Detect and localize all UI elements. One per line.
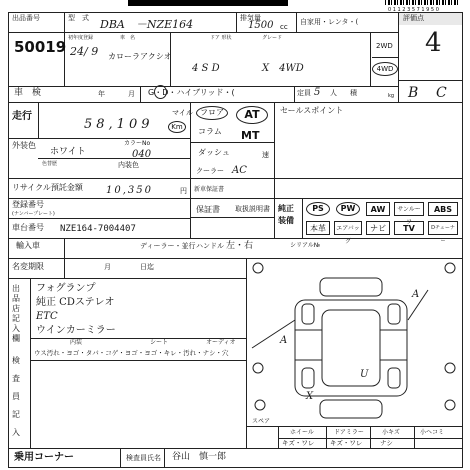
int-color-label: 内装色 xyxy=(118,161,139,169)
mirror-value: キズ・ワレ xyxy=(330,439,363,447)
ext-color-label: 外装色 xyxy=(12,141,36,150)
name-change-month: 月 xyxy=(104,263,111,271)
mileage-value: 58,109 xyxy=(84,117,154,132)
interior-note: ウス汚れ・ヨゴ・タバ・コゲ・ヨゴ・ヨゴ・キレ・汚れ・ナシ・穴 xyxy=(34,349,229,357)
kg-unit: kg xyxy=(388,93,395,99)
inspection-year: 年 xyxy=(98,90,105,98)
inspection-label: 車 検 xyxy=(14,88,42,98)
door-mirror-header: ドアミラー xyxy=(334,429,364,436)
footer-corner-label: 乗用コーナー xyxy=(14,452,74,463)
model-code: DBA －NZE164 xyxy=(100,18,194,31)
door-label: ドア 形状 xyxy=(210,35,232,41)
car-name: カローラアクシオ xyxy=(108,52,172,61)
cc-unit: cc xyxy=(280,23,288,31)
grade-value: X 4WD xyxy=(262,63,304,74)
barcode xyxy=(385,0,460,5)
inspection-month: 月 xyxy=(128,90,135,98)
manual-label: 取扱説明書 xyxy=(235,205,270,213)
small-dent-header: 小ヘコミ xyxy=(420,429,445,436)
drive-2wd: 2WD xyxy=(376,42,393,50)
seat-label: 定員 xyxy=(297,89,311,97)
interior-header: 内装 xyxy=(70,339,83,346)
damage-mark-a2: A xyxy=(412,289,420,300)
spare-label: スペア xyxy=(252,418,271,425)
seats-value: 5 xyxy=(314,87,321,98)
aircon-label: クーラー xyxy=(196,167,224,175)
color-no-value: 040 xyxy=(132,149,152,160)
transmission-at-circled: AT xyxy=(236,106,268,124)
sales-point-label: セールスポイント xyxy=(280,106,344,115)
name-change-day: 日迄 xyxy=(140,263,154,271)
damage-mark-u: U xyxy=(360,369,369,380)
exterior-score: C xyxy=(436,85,447,101)
seat-header: シート xyxy=(150,339,169,346)
equip-navi: ナビ xyxy=(366,221,390,235)
lot-number: 50019 xyxy=(14,38,67,56)
km-unit-circled: Km xyxy=(168,121,186,133)
reg-number-sub: (ナンバープレート) xyxy=(12,211,55,217)
recycle-value: 10,350 xyxy=(106,185,153,196)
fuel-options: G・D・ハイブリッド・( xyxy=(148,88,235,97)
ext-color-value: ホワイト xyxy=(50,147,86,157)
door-value: 4 S D xyxy=(192,63,220,74)
transmission-mt: MT xyxy=(241,129,260,142)
equip-aw: AW xyxy=(366,202,390,216)
mile-unit: マイル xyxy=(172,109,193,117)
drive-4wd-circled: 4WD xyxy=(372,62,398,76)
seat-unit: 人 xyxy=(330,89,337,97)
first-reg-value: 24/ 9 xyxy=(70,45,99,58)
wheel-value: キズ・ワレ xyxy=(282,439,315,447)
seller-notes-side-label: 出品店記入欄 xyxy=(12,284,20,343)
serial-label: シリアル№ xyxy=(290,242,321,249)
gear-dash: ダッシュ xyxy=(198,148,230,157)
equip-sunroof: サンルーフ xyxy=(394,202,424,216)
lot-label: 出品番号 xyxy=(12,14,40,22)
handle-label: ハンドル xyxy=(196,242,224,250)
note-mirror: ウインカーミラー xyxy=(36,325,116,336)
equip-tv: TV xyxy=(394,221,424,235)
color-change-label: 色替歴 xyxy=(42,161,58,167)
aircon-value: AC xyxy=(232,165,247,176)
name-change-label: 名変期限 xyxy=(12,262,44,271)
equip-abs: ABS xyxy=(428,202,458,216)
equip-airbag: エアバッグ xyxy=(334,221,362,235)
gear-floor-circled: フロア xyxy=(196,106,228,120)
handle-options: 左・右 xyxy=(226,241,254,251)
first-reg-label: 初年度登録 xyxy=(68,35,94,41)
fuel-gas-circle xyxy=(154,85,167,99)
note-etc: ETC xyxy=(36,311,58,322)
barcode-number: 0 1 1 2 3 5 7 1 9 5 0 xyxy=(388,7,439,13)
vin-label: 車台番号 xyxy=(12,223,44,232)
vin-value: NZE164-7004407 xyxy=(60,224,136,234)
genuine-sub: 装備 xyxy=(278,216,294,225)
interior-score: B xyxy=(408,85,419,101)
speed-unit: 速 xyxy=(262,151,269,159)
load-label: 積 xyxy=(350,89,357,97)
import-label: 輸入車 xyxy=(16,241,40,250)
displacement-label: 排気量 xyxy=(240,14,261,22)
note-fog-lamp: フォグランプ xyxy=(36,283,96,294)
overall-score: 4 xyxy=(425,28,442,58)
audio-header: オーディオ xyxy=(206,339,236,346)
header-title-bar xyxy=(128,0,288,6)
new-warranty-label: 新車保証書 xyxy=(194,186,225,193)
reg-number-label: 登録番号 xyxy=(12,200,44,209)
grade-label: グレード xyxy=(262,35,283,41)
inspector-notes-side-label: 検査員記入 xyxy=(12,356,20,437)
car-diagram xyxy=(250,260,460,440)
wheel-header: ホイール xyxy=(290,429,314,436)
note-cd-stereo: 純正 CDステレオ xyxy=(36,297,115,308)
small-scratch-header: 小キズ xyxy=(382,429,400,436)
inspector-label: 検査員氏名 xyxy=(126,454,161,462)
color-no-label: カラーNo xyxy=(124,140,151,147)
equip-leather: 本革 xyxy=(306,221,330,235)
equip-dtuner: Dチューナー xyxy=(428,221,458,235)
warranty-label: 保証書 xyxy=(196,205,220,214)
mileage-label: 走行 xyxy=(12,111,32,122)
import-options: ディーラー・並行 xyxy=(140,242,196,250)
yen-unit: 円 xyxy=(180,187,187,195)
inspector-name: 谷山 慎一郎 xyxy=(172,452,227,462)
recycle-label: リサイクル預託金額 xyxy=(12,183,83,192)
small-scratch-value: ナシ xyxy=(380,439,393,447)
model-label: 型 式 xyxy=(68,14,89,22)
genuine-label: 純正 xyxy=(278,204,294,213)
damage-mark-a1: A xyxy=(280,335,288,346)
displacement-value: 1500 xyxy=(248,20,274,31)
gear-column: コラム xyxy=(198,127,222,136)
car-name-label: 車 名 xyxy=(120,35,136,41)
score-label: 評価点 xyxy=(399,13,462,25)
equip-pw-circled: PW xyxy=(336,202,360,216)
usage-options: 自家用・レンタ・( xyxy=(300,18,359,26)
equip-ps-circled: PS xyxy=(306,202,330,216)
damage-mark-x: X xyxy=(306,391,314,402)
